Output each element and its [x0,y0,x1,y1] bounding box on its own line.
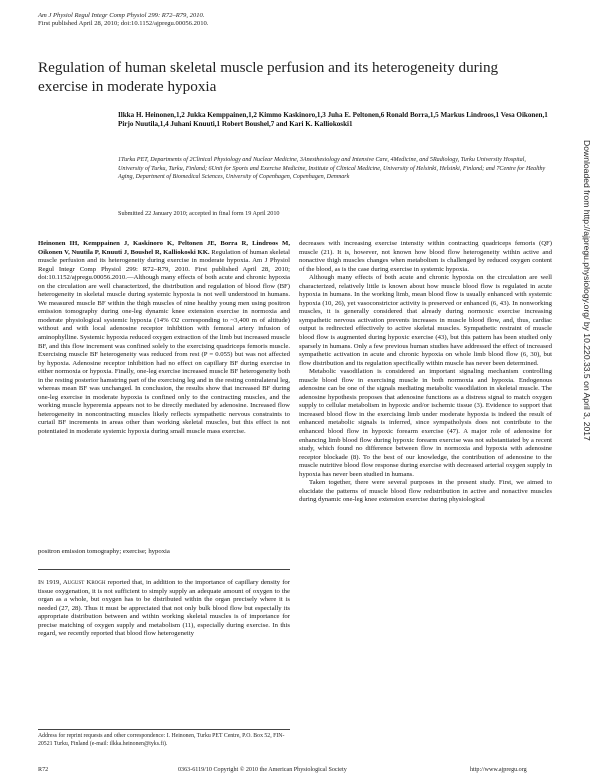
page-number: R72 [38,767,49,773]
journal-header [38,12,208,28]
submission-dates: Submitted 22 January 2010; accepted in final form 19 April 2010 [118,210,280,217]
journal-citation: Am J Physiol Regul Integr Comp Physiol 299: R72–R79, 2010. [38,12,205,19]
author-list: Ilkka H. Heinonen,1,2 Jukka Kemppainen,1,2 Kimmo Kaskinoro,1,3 Juha E. Peltonen,6 Ronald Borra,1,5 Markus Lindroos,1 Vesa Oikonen,1 Pirjo Nuutila,1,4 Juhani Knuuti,1 Robert Boushel,7 and Kari K. Kalliokoski1 [118,111,548,129]
journal-url[interactable]: http://www.ajpregu.org [470,767,527,773]
article-title: Regulation of human skeletal muscle perfusion and its heterogeneity during exercise in moderate hypoxia [38,59,499,95]
right-paragraph-2: Although many effects of both acute and chronic hypoxia on the circulation are well characterized, relatively little is known about how muscle blood flow is regulated in acute hypoxia in humans. In the working limb, mean blood flow is usually enhanced with systemic hypoxia (10, 26), yet vasoconstrictor activity is preserved or enhanced (6, 43). In nonworking muscles, it is generally considered that already during normoxic exercise increasing sympathetic nervous activation prevents increases in muscle blood flow, and, thus, cardiac output is redirected effectively to active skeletal muscles. Sympathetic restraint of muscle blood flow is augmented during hypoxic exercise (43), but this pattern has been studied only sparsely in humans. Only a few previous human studies have addressed the effect of increased sympathetic activation in acute and chronic hypoxia on whole limb blood flow (6, 30), but flow distribution and its regulation specifically within muscle has never been determined. [299,274,552,367]
abstract-citation: Regulation of human skeletal muscle perfusion and its heterogeneity during exercise in moderate hypoxia. Am J Physiol Regul Integr Comp Physiol 299: R72–R79, 2010. First published April 28, 2010; doi:10.1152/ajpregu.00056.2010.— [38,248,290,282]
copyright-line: 0363-6119/10 Copyright © 2010 the American Physiological Society [178,767,347,773]
download-watermark: Downloaded from http://ajpregu.physiology.org/ by 10.220.33.5 on April 3, 2017 [582,140,592,441]
introduction [38,579,290,639]
abstract-body: Although many effects of both acute and chronic hypoxia on the circulation are well characterized, the distribution and regulation of blood flow (BF) heterogeneity in skeletal muscle during systemic hypoxia is not well understood in humans. We measured muscle BF within the thigh muscles of nine healthy young men using positron emission tomography during one-leg dynamic knee extension exercise in normoxia and moderate physiological systemic hypoxia (14% O2 corresponding to ~3,400 m of altitude) without and with local adenosine receptor inhibition with femoral artery infusion of aminophylline. Systemic hypoxia reduced oxygen extraction of the limb but increased muscle BF, and this flow increment was confined solely to the exercising quadriceps femoris muscle. Exercising muscle BF heterogeneity was reduced from rest (P = 0.055) but was not affected by hypoxia. Adenosine receptor inhibition had no effect on capillary BF during exercise in either normoxia or hypoxia. Finally, one-leg exercise increased muscle BF heterogeneity both in the resting posterior hamstring part of the exercising leg and in the resting contralateral leg, whereas mean BF was unchanged. In conclusion, the results show that increased BF during one-leg exercise in moderate hypoxia is confined only to the contracting muscles, and the working muscle hyperemia appears not to be directly mediated by adenosine. Increased flow heterogeneity in noncontracting muscles likely reflects sympathetic nervous constraints to curtail BF increments in areas other than working skeletal muscles, but this effect is not potentiated in moderate systemic hypoxia during small muscle mass exercise. [38,274,290,436]
right-column [299,240,552,505]
keywords: positron emission tomography; exercise; hypoxia [38,548,170,555]
right-paragraph-3: Metabolic vasodilation is considered an important signaling mechanism controlling muscle blood flow in exercising muscle in both normoxia and hypoxia. Endogenous adenosine can be one of the signals mediating metabolic vasodilation in skeletal muscle. The adenosine hypothesis proposes that adenosine functions as a distress signal to match oxygen supply to cellular metabolism in hypoxic and/or ischemic tissue (3). Evidence to support that increased blood flow in the exercising limb under moderate hypoxia is indeed the result of enhanced metabolic signals is inferred, since sympatholysis does not contribute to the enhanced blood flow in hypoxic forearm exercise (47). A major role of adenosine for enhancing limb blood flow during hypoxic forearm exercise was not substantiated by a recent study, which found no difference between flow in normoxia and hypoxia with adenosine receptor blockade (8). To the best of our knowledge, the contribution of adenosine to the muscle nutritive blood flow response during exercise with decreased arterial oxygen supply in hypoxia has never been studied in humans. [299,368,552,478]
footnote-divider [38,729,290,730]
correspondence-footnote: Address for reprint requests and other correspondence: I. Heinonen, Turku PET Centre, P.O. Box 52, FIN-20521 Turku, Finland (e-mail: ilkka.heinonen@tyks.fi). [38,733,285,747]
publication-line: First published April 28, 2010; doi:10.1152/ajpregu.00056.2010. [38,20,209,28]
section-divider [38,569,290,570]
abstract-citation-authors: Heinonen IH, Kemppainen J, Kaskinoro K, Peltonen JE, Borra R, Lindroos M, Oikonen V, Nuutila P, Knuuti J, Boushel R, Kalliokoski KK. [38,240,290,256]
abstract [38,240,290,437]
right-paragraph-4: Taken together, there were several purposes in the present study. First, we aimed to elucidate the patterns of muscle blood flow redistribution in active and nonactive muscles during dynamic one-leg knee extension exercise during physiological [299,479,552,504]
affiliations: 1Turku PET, Departments of 2Clinical Physiology and Nuclear Medicine, 3Anesthesiology and Intensive Care, 4Medicine, and 5Radiology, Turku University Hospital, University of Turku, Turku, Finland; 6Unit for Sports and Exercise Medicine, Institute of Clinical Medicine, University of Helsinki, Helsinki, Finland; and 7Centre for Healthy Aging, Department of Biomedical Sciences, University of Copenhagen, Copenhagen, Denmark [118,157,546,181]
right-paragraph-1: decreases with increasing exercise intensity within contracting quadriceps femoris (QF) muscle (21). It is, however, not known how blood flow heterogeneity within active and nonactive thigh muscles changes when metabolism is challenged by reduced oxygen content of the blood, as is the case during exercise in systemic hypoxia. [299,240,552,273]
intro-lead: In 1919, August Krogh [38,579,106,586]
intro-paragraph-1: reported that, in addition to the importance of capillary density for tissue oxygenation, it is not sufficient to simply supply an adequate amount of oxygen to the organ as a whole, but oxygen has to be distributed within the organ precisely where it is needed (27, 28). Thus it must be appreciated that not only bulk blood flow but especially its appropriate distribution between and within working skeletal muscles is of importance for precise matching of oxygen supply and metabolism (11), especially during exercise. In this regard, we recently reported that blood flow heterogeneity [38,579,290,638]
